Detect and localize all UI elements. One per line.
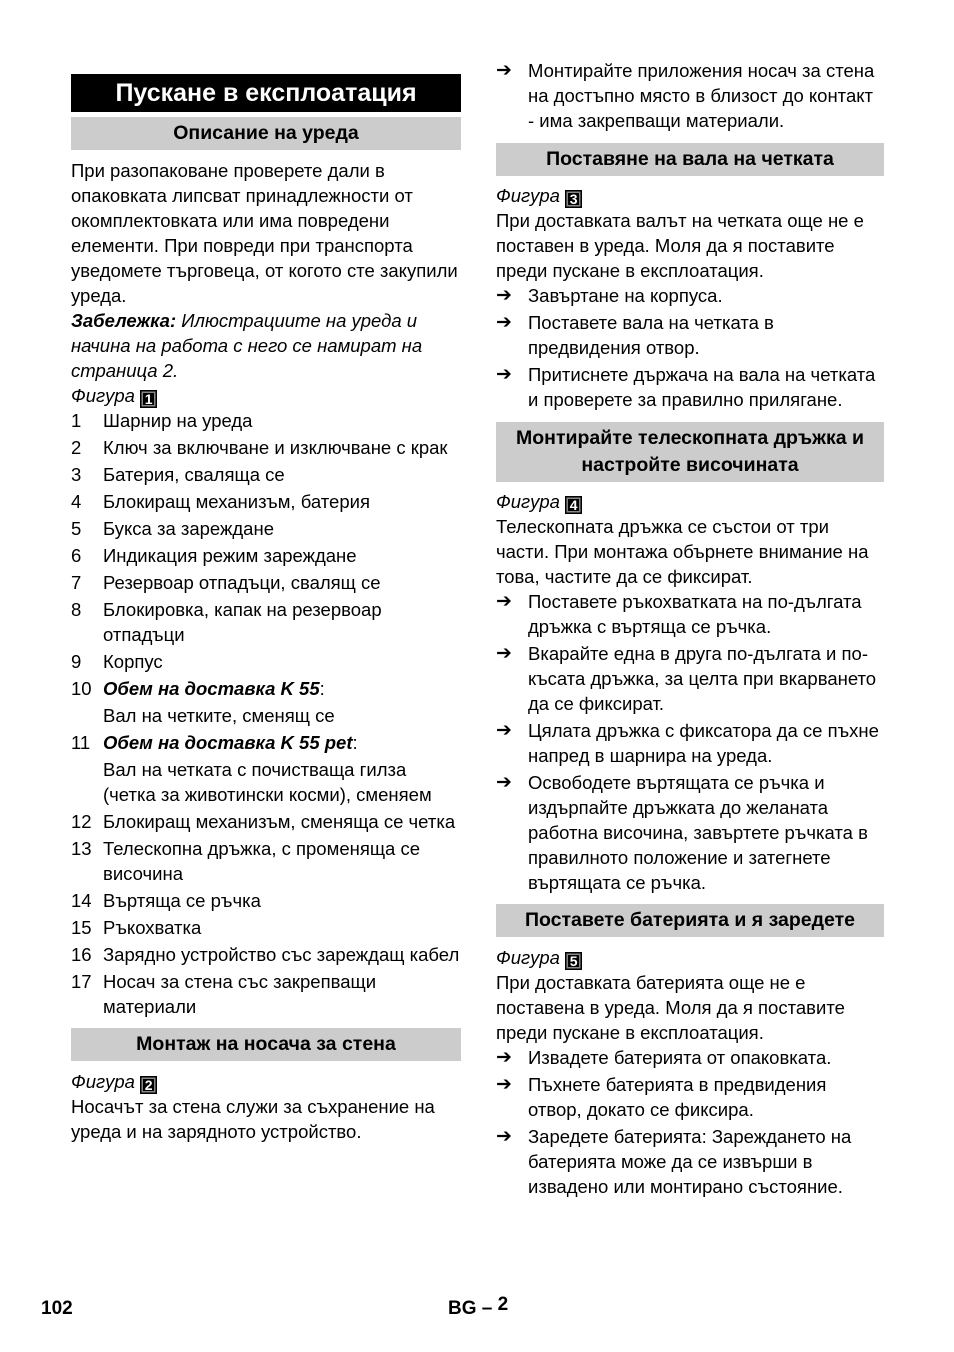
step-text: Извадете батерията от опаковката. [528,1047,832,1068]
step-item [496,718,884,768]
item-number: 8 [71,599,82,620]
list-item [71,888,461,913]
page-title: Пускане в експлоатация [71,74,461,112]
step-item [496,283,884,308]
list-item [71,543,461,568]
step-text: Освободете въртящата се ръчка и издърпайте дръжката до желаната работна височина, завъртете ръчката в правилното положение и затегнете въртящата се ръчка. [528,772,868,893]
list-item [71,915,461,940]
list-item [71,570,461,595]
list-item [71,435,461,460]
parts-list-continued [71,809,461,1019]
step-list-brush [496,283,884,412]
figure-ref-3 [496,183,884,208]
footer-section-number: 2 [497,1294,509,1315]
item-bold-label: Обем на доставка K 55 [103,678,320,699]
list-item [71,942,461,967]
item-text: Индикация режим зареждане [103,545,357,566]
section-heading-description: Описание на уреда [71,117,461,150]
figure-label: Фигура [496,185,560,206]
arrow-right-icon: ➔ [496,772,512,793]
section-heading-battery: Поставете батерията и я заредете [496,904,884,937]
step-text: Пъхнете батерията в предвидения отвор, докато се фиксира. [528,1074,827,1120]
footer-section-label [448,1296,508,1321]
list-item [71,516,461,541]
step-item [496,362,884,412]
arrow-right-icon: ➔ [496,720,512,741]
item-continuation: Вал на четката с почистваща гилза (четка за животински косми), сменяем [103,759,432,805]
step-item [496,641,884,716]
item-text: Ключ за включване и изключване с крак [103,437,448,458]
figure-label: Фигура [71,1071,135,1092]
figure-label: Фигура [496,947,560,968]
item-text: Корпус [103,651,163,672]
step-text: Поставете вала на четката в предвидения отвор. [528,312,774,358]
item-number: 12 [71,811,92,832]
note-label: Забележка: [71,310,177,331]
step-text: Монтирайте приложения носач за стена на достъпно място в близост до контакт - има закрепващи материали. [528,60,875,131]
wall-mount-paragraph: Носачът за стена служи за съхранение на уреда и на зарядното устройство. [71,1096,435,1142]
item-suffix: : [352,732,358,753]
list-item [71,597,461,647]
parts-list [71,408,461,674]
figure-number-badge: 5 [565,952,582,970]
arrow-right-icon: ➔ [496,1047,512,1068]
list-item [71,836,461,886]
item-number: 5 [71,518,82,539]
list-item [71,649,461,674]
figure-number-badge: 1 [140,390,157,408]
step-text: Поставете ръкохватката на по-дългата дръжка с въртяща се ръчка. [528,591,862,637]
brush-paragraph: При доставката валът на четката още не е поставен в уреда. Моля да я поставите преди пускане в експлоатация. [496,210,864,281]
item-number: 15 [71,917,92,938]
item-number: 9 [71,651,82,672]
item-number: 7 [71,572,82,593]
item-text: Въртяща се ръчка [103,890,261,911]
figure-label: Фигура [496,491,560,512]
item-text: Шарнир на уреда [103,410,253,431]
item-text: Блокиращ механизъм, сменяща се четка [103,811,456,832]
list-item [71,408,461,433]
step-item [496,1045,884,1070]
item-text: Резервоар отпадъци, свалящ се [103,572,381,593]
item-text: Блокировка, капак на резервоар отпадъци [103,599,382,645]
item-number: 17 [71,971,92,992]
arrow-right-icon: ➔ [496,60,512,81]
item-number: 14 [71,890,92,911]
item-text: Батерия, сваляща се [103,464,285,485]
figure-number-badge: 2 [140,1076,157,1094]
arrow-right-icon: ➔ [496,591,512,612]
section-heading-brush-roller: Поставяне на вала на четката [496,143,884,176]
item-suffix: : [319,678,325,699]
figure-ref-2 [71,1069,461,1094]
list-item [71,462,461,487]
step-text: Заредете батерията: Зареждането на батерията може да се извърши в извадено или монтирано състояние. [528,1126,852,1197]
step-list-battery [496,1045,884,1199]
step-item [496,310,884,360]
item-text: Букса за зареждане [103,518,274,539]
section-heading-wall-mount: Монтаж на носача за стена [71,1028,461,1061]
list-item [71,730,461,755]
list-item [71,676,461,701]
intro-paragraph: При разопаковане проверете дали в опаковката липсват принадлежности от окомплектовката или има повредени елементи. При повреди при транспорта уведомете търговеца, от когото сте закупили уреда. [71,160,458,306]
item-bold-label: Обем на доставка K 55 pet [103,732,353,753]
figure-number-badge: 4 [565,496,582,514]
step-item [496,1072,884,1122]
step-item [496,589,884,639]
arrow-right-icon: ➔ [496,312,512,333]
step-item [496,58,884,133]
figure-ref-1 [71,383,461,408]
step-text: Завъртане на корпуса. [528,285,723,306]
figure-label: Фигура [71,385,135,406]
arrow-right-icon: ➔ [496,643,512,664]
item-number: 3 [71,464,82,485]
section-heading-telescopic-handle: Монтирайте телескопната дръжка и настройте височината [496,422,884,482]
figure-ref-4 [496,489,884,514]
footer-lang: BG [448,1298,477,1319]
figure-ref-5 [496,945,884,970]
item-text: Ръкохватка [103,917,202,938]
item-text: Носач за стена със закрепващи материали [103,971,377,1017]
item-number: 2 [71,437,82,458]
list-item [71,809,461,834]
footer-dash: – [481,1298,493,1319]
step-text: Цялата дръжка с фиксатора да се пъхне напред в шарнира на уреда. [528,720,879,766]
battery-paragraph: При доставката батерията още не е поставена в уреда. Моля да я поставите преди пускане в експлоатация. [496,972,845,1043]
item-number: 6 [71,545,82,566]
item-number: 4 [71,491,82,512]
figure-number-badge: 3 [565,190,582,208]
right-column [496,0,884,1201]
list-item [71,489,461,514]
list-item [71,969,461,1019]
step-list-top [496,58,884,133]
arrow-right-icon: ➔ [496,1074,512,1095]
item-text: Телескопна дръжка, с променяща се височина [103,838,421,884]
step-item [496,770,884,895]
arrow-right-icon: ➔ [496,364,512,385]
note-text: Илюстрациите на уреда и начина на работа с него се намират на страница 2. [71,310,423,381]
step-text: Притиснете държача на вала на четката и проверете за правилно прилягане. [528,364,876,410]
arrow-right-icon: ➔ [496,1126,512,1147]
item-number: 11 [71,732,91,753]
handle-paragraph: Телескопната дръжка се състои от три части. При монтажа обърнете внимание на това, частите да се фиксират. [496,516,869,587]
step-text: Вкарайте една в друга по-дългата и по-късата дръжка, за целта при вкарването да се фиксират. [528,643,877,714]
item-number: 16 [71,944,92,965]
item-number: 10 [71,678,92,699]
step-list-handle [496,589,884,895]
item-number: 13 [71,838,92,859]
arrow-right-icon: ➔ [496,285,512,306]
item-text: Блокиращ механизъм, батерия [103,491,370,512]
step-item [496,1124,884,1199]
item-text: Зарядно устройство със зареждащ кабел [103,944,460,965]
item-continuation: Вал на четките, сменящ се [103,705,335,726]
item-number: 1 [71,410,82,431]
page-number: 102 [41,1298,73,1319]
note-paragraph [71,308,461,383]
left-column [71,0,461,1144]
